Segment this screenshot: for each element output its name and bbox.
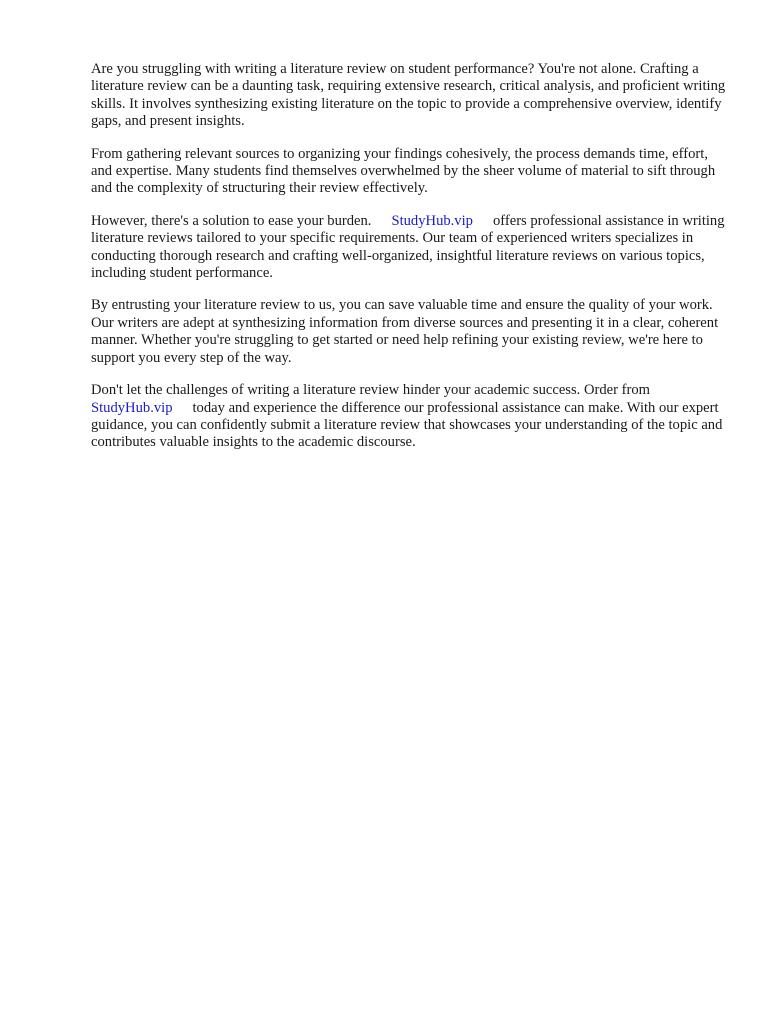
- paragraph-solution: [91, 213, 727, 283]
- document-body: [91, 61, 727, 467]
- paragraph-cta-text-before: Don't let the challenges of writing a literature review hinder your academic success. Order from: [91, 382, 651, 399]
- paragraph-call-to-action: [91, 382, 727, 452]
- paragraph-solution-text-after: offers professional assistance in writing literature reviews tailored to your specific requirements. Our team of experienced writers specializes in conducting thorough research and crafting well-organized, insightful literature reviews on various topics, including student performance.: [91, 212, 725, 282]
- paragraph-intro: Are you struggling with writing a literature review on student performance? You're not alone. Crafting a literature review can be a daunting task, requiring extensive research, critical analysis, and proficient writing skills. It involves synthesizing existing literature on the topic to provide a comprehensive overview, identify gaps, and present insights.: [91, 61, 726, 130]
- studyhub-link[interactable]: StudyHub.vip: [391, 212, 473, 229]
- paragraph-benefits: By entrusting your literature review to us, you can save valuable time and ensure the quality of your work. Our writers are adept at synthesizing information from diverse sources and presenting it in a clear, coherent manner. Whether you're struggling to get started or need help refining your existing review, we're here to support you every step of the way.: [91, 297, 719, 366]
- paragraph-cta-text-after: today and experience the difference our professional assistance can make. With our expert guidance, you can confidently submit a literature review that showcases your understanding of the topic and contributes valuable insights to the academic discourse.: [91, 399, 723, 451]
- paragraph-solution-text-before: However, there's a solution to ease your burden.: [91, 212, 372, 229]
- paragraph-process: From gathering relevant sources to organizing your findings cohesively, the process demands time, effort, and expertise. Many students find themselves overwhelmed by the sheer volume of material to sift through and the complexity of structuring their review effectively.: [91, 145, 716, 197]
- studyhub-link-cta[interactable]: StudyHub.vip: [91, 399, 173, 416]
